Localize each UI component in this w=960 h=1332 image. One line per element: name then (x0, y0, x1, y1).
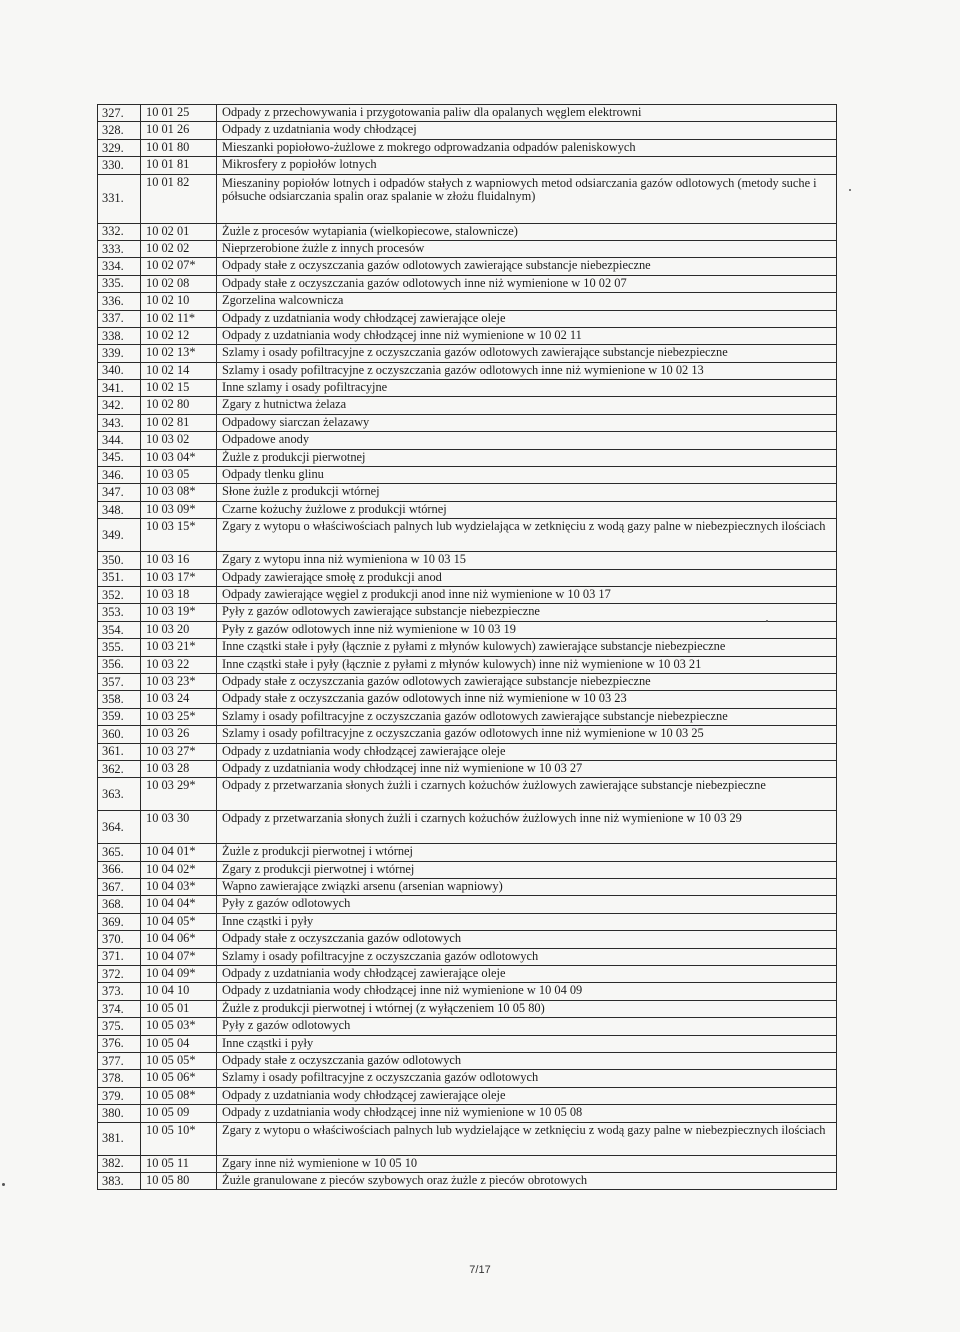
row-number: 361. (98, 743, 141, 760)
row-number: 357. (98, 673, 141, 690)
row-number: 375. (98, 1018, 141, 1035)
row-number: 328. (98, 122, 141, 139)
waste-description: Odpady z uzdatniania wody chłodzącej zawierające oleje (217, 743, 837, 760)
row-number: 332. (98, 223, 141, 240)
waste-description: Słone żużle z produkcji wtórnej (217, 484, 837, 501)
waste-code: 10 04 06* (141, 931, 217, 948)
waste-description: Szlamy i osady pofiltracyjne z oczyszczania gazów odlotowych zawierające substancje niebezpieczne (217, 708, 837, 725)
scan-speck (2, 1183, 5, 1186)
table-row (98, 1155, 837, 1172)
waste-description: Mikrosfery z popiołów lotnych (217, 157, 837, 174)
waste-description: Szlamy i osady pofiltracyjne z oczyszczania gazów odlotowych inne niż wymienione w 10 02 13 (217, 362, 837, 379)
waste-description: Zgary z wytopu o właściwościach palnych lub wydzielająca w zetknięciu z wodą gazy palne w niebezpiecznych ilościach (217, 519, 837, 552)
waste-description: Mieszanki popiołowo-żużlowe z mokrego odprowadzania odpadów paleniskowych (217, 139, 837, 156)
waste-description: Żużle z produkcji pierwotnej i wtórnej (217, 844, 837, 861)
waste-description: Odpady stałe z oczyszczania gazów odlotowych inne niż wymienione w 10 02 07 (217, 275, 837, 292)
table-row (98, 327, 837, 344)
table-row (98, 275, 837, 292)
waste-code: 10 04 09* (141, 966, 217, 983)
row-number: 383. (98, 1172, 141, 1189)
waste-code: 10 03 30 (141, 811, 217, 844)
waste-description: Odpady z uzdatniania wody chłodzącej inne niż wymienione w 10 05 08 (217, 1105, 837, 1122)
row-number: 327. (98, 105, 141, 122)
waste-code: 10 03 22 (141, 656, 217, 673)
waste-description: Szlamy i osady pofiltracyjne z oczyszczania gazów odlotowych zawierające substancje niebezpieczne (217, 345, 837, 362)
waste-code: 10 04 05* (141, 913, 217, 930)
table-row (98, 223, 837, 240)
row-number: 337. (98, 310, 141, 327)
table-body (98, 105, 837, 1190)
waste-code: 10 03 18 (141, 586, 217, 603)
table-row (98, 879, 837, 896)
waste-code: 10 03 08* (141, 484, 217, 501)
waste-description: Szlamy i osady pofiltracyjne z oczyszczania gazów odlotowych inne niż wymienione w 10 03 25 (217, 726, 837, 743)
waste-description: Mieszaniny popiołów lotnych i odpadów stałych z wapniowych metod odsiarczania gazów odlotowych (metody suche i półsuche odsiarczania spalin oraz spalanie w złożu fluidalnym) (217, 174, 837, 223)
waste-code: 10 03 23* (141, 673, 217, 690)
waste-description: Żużle z procesów wytapiania (wielkopiecowe, stalownicze) (217, 223, 837, 240)
row-number: 344. (98, 432, 141, 449)
table-row (98, 1087, 837, 1104)
waste-code: 10 03 16 (141, 552, 217, 569)
row-number: 353. (98, 604, 141, 621)
scan-speck (849, 189, 851, 191)
waste-code: 10 04 07* (141, 948, 217, 965)
waste-code: 10 04 03* (141, 879, 217, 896)
table-row (98, 948, 837, 965)
waste-code: 10 04 04* (141, 896, 217, 913)
waste-description: Wapno zawierające związki arsenu (arsenian wapniowy) (217, 879, 837, 896)
waste-code: 10 03 29* (141, 778, 217, 811)
table-row (98, 1035, 837, 1052)
row-number: 369. (98, 913, 141, 930)
waste-description: Odpady z uzdatniania wody chłodzącej inne niż wymienione w 10 03 27 (217, 760, 837, 777)
waste-description: Szlamy i osady pofiltracyjne z oczyszczania gazów odlotowych (217, 948, 837, 965)
table-row (98, 345, 837, 362)
waste-description: Pyły z gazów odlotowych (217, 896, 837, 913)
table-row (98, 569, 837, 586)
waste-code: 10 05 06* (141, 1070, 217, 1087)
row-number: 342. (98, 397, 141, 414)
row-number: 377. (98, 1052, 141, 1069)
row-number: 333. (98, 240, 141, 257)
waste-code: 10 03 17* (141, 569, 217, 586)
waste-description: Żużle granulowane z pieców szybowych oraz żużle z pieców obrotowych (217, 1172, 837, 1189)
table-row (98, 743, 837, 760)
waste-description: Zgary z hutnictwa żelaza (217, 397, 837, 414)
waste-code: 10 03 20 (141, 621, 217, 638)
waste-code: 10 05 09 (141, 1105, 217, 1122)
waste-description: Odpady stałe z oczyszczania gazów odlotowych inne niż wymienione w 10 03 23 (217, 691, 837, 708)
waste-code: 10 03 25* (141, 708, 217, 725)
table-row (98, 1052, 837, 1069)
table-row (98, 362, 837, 379)
waste-code: 10 05 03* (141, 1018, 217, 1035)
table-row (98, 861, 837, 878)
table-row (98, 811, 837, 844)
table-row (98, 414, 837, 431)
row-number: 359. (98, 708, 141, 725)
row-number: 376. (98, 1035, 141, 1052)
table-row (98, 1000, 837, 1017)
table-row (98, 621, 837, 638)
waste-code: 10 03 28 (141, 760, 217, 777)
waste-description: Odpady tlenku glinu (217, 467, 837, 484)
waste-code: 10 03 09* (141, 501, 217, 518)
row-number: 367. (98, 879, 141, 896)
table-row (98, 467, 837, 484)
table-row (98, 656, 837, 673)
waste-description: Pyły z gazów odlotowych zawierające substancje niebezpieczne (217, 604, 837, 621)
waste-description: Szlamy i osady pofiltracyjne z oczyszczania gazów odlotowych (217, 1070, 837, 1087)
waste-code: 10 03 19* (141, 604, 217, 621)
table-row (98, 639, 837, 656)
row-number: 368. (98, 896, 141, 913)
table-row (98, 105, 837, 122)
waste-code: 10 03 05 (141, 467, 217, 484)
table-row (98, 157, 837, 174)
row-number: 356. (98, 656, 141, 673)
row-number: 350. (98, 552, 141, 569)
row-number: 362. (98, 760, 141, 777)
row-number: 364. (98, 811, 141, 844)
waste-code: 10 02 10 (141, 293, 217, 310)
scan-speck (766, 620, 768, 622)
waste-description: Odpady z uzdatniania wody chłodzącej (217, 122, 837, 139)
waste-description: Zgary z produkcji pierwotnej i wtórnej (217, 861, 837, 878)
table-row (98, 760, 837, 777)
table-row (98, 896, 837, 913)
row-number: 381. (98, 1122, 141, 1155)
table-row (98, 1018, 837, 1035)
waste-description: Odpadowy siarczan żelazawy (217, 414, 837, 431)
waste-description: Odpady z uzdatniania wody chłodzącej inne niż wymienione w 10 02 11 (217, 327, 837, 344)
row-number: 331. (98, 174, 141, 223)
table-row (98, 708, 837, 725)
row-number: 329. (98, 139, 141, 156)
waste-code: 10 03 26 (141, 726, 217, 743)
waste-code: 10 05 80 (141, 1172, 217, 1189)
table-row (98, 1070, 837, 1087)
waste-code: 10 03 24 (141, 691, 217, 708)
table-row (98, 586, 837, 603)
table-row (98, 726, 837, 743)
table-row (98, 604, 837, 621)
waste-code: 10 03 04* (141, 449, 217, 466)
waste-code: 10 03 21* (141, 639, 217, 656)
row-number: 346. (98, 467, 141, 484)
waste-code: 10 04 01* (141, 844, 217, 861)
waste-description: Czarne kożuchy żużlowe z produkcji wtórnej (217, 501, 837, 518)
waste-description: Pyły z gazów odlotowych inne niż wymienione w 10 03 19 (217, 621, 837, 638)
row-number: 336. (98, 293, 141, 310)
waste-description: Inne cząstki i pyły (217, 1035, 837, 1052)
waste-description: Odpady stałe z oczyszczania gazów odlotowych zawierające substancje niebezpieczne (217, 258, 837, 275)
waste-description: Odpady z uzdatniania wody chłodzącej zawierające oleje (217, 310, 837, 327)
waste-description: Odpady stałe z oczyszczania gazów odlotowych (217, 1052, 837, 1069)
waste-code: 10 02 80 (141, 397, 217, 414)
table-row (98, 844, 837, 861)
waste-code: 10 03 27* (141, 743, 217, 760)
waste-code: 10 05 05* (141, 1052, 217, 1069)
waste-code: 10 05 10* (141, 1122, 217, 1155)
waste-description: Odpady zawierające smołę z produkcji anod (217, 569, 837, 586)
table-row (98, 983, 837, 1000)
row-number: 330. (98, 157, 141, 174)
table-row (98, 913, 837, 930)
waste-code: 10 02 01 (141, 223, 217, 240)
table-row (98, 122, 837, 139)
waste-description: Odpady z przetwarzania słonych żużli i czarnych kożuchów żużlowych zawierające substancje niebezpieczne (217, 778, 837, 811)
waste-code: 10 05 04 (141, 1035, 217, 1052)
waste-code: 10 05 11 (141, 1155, 217, 1172)
waste-code: 10 04 02* (141, 861, 217, 878)
waste-description: Zgary z wytopu o właściwościach palnych lub wydzielające w zetknięciu z wodą gazy palne w niebezpiecznych ilościach (217, 1122, 837, 1155)
waste-code: 10 02 12 (141, 327, 217, 344)
waste-description: Odpady stałe z oczyszczania gazów odlotowych zawierające substancje niebezpieczne (217, 673, 837, 690)
table-row (98, 449, 837, 466)
waste-description: Zgary inne niż wymienione w 10 05 10 (217, 1155, 837, 1172)
table-row (98, 552, 837, 569)
table-row (98, 139, 837, 156)
waste-description: Inne cząstki stałe i pyły (łącznie z pyłami z młynów kulowych) inne niż wymienione w 10 03 21 (217, 656, 837, 673)
row-number: 348. (98, 501, 141, 518)
waste-description: Inne cząstki stałe i pyły (łącznie z pyłami z młynów kulowych) zawierające substancje niebezpieczne (217, 639, 837, 656)
waste-description: Odpady z uzdatniania wody chłodzącej zawierające oleje (217, 966, 837, 983)
row-number: 354. (98, 621, 141, 638)
waste-code: 10 02 02 (141, 240, 217, 257)
waste-description: Odpadowe anody (217, 432, 837, 449)
row-number: 372. (98, 966, 141, 983)
row-number: 380. (98, 1105, 141, 1122)
row-number: 371. (98, 948, 141, 965)
row-number: 335. (98, 275, 141, 292)
waste-description: Zgorzelina walcownicza (217, 293, 837, 310)
row-number: 339. (98, 345, 141, 362)
table-row (98, 778, 837, 811)
table-row (98, 519, 837, 552)
waste-description: Odpady z przechowywania i przygotowania paliw dla opalanych węglem elektrowni (217, 105, 837, 122)
row-number: 351. (98, 569, 141, 586)
waste-description: Żużle z produkcji pierwotnej (217, 449, 837, 466)
waste-code: 10 05 01 (141, 1000, 217, 1017)
waste-code: 10 01 26 (141, 122, 217, 139)
row-number: 378. (98, 1070, 141, 1087)
table-row (98, 1122, 837, 1155)
table-row (98, 310, 837, 327)
waste-code: 10 05 08* (141, 1087, 217, 1104)
row-number: 382. (98, 1155, 141, 1172)
table-row (98, 673, 837, 690)
waste-description: Odpady stałe z oczyszczania gazów odlotowych (217, 931, 837, 948)
waste-description: Nieprzerobione żużle z innych procesów (217, 240, 837, 257)
table-row (98, 691, 837, 708)
row-number: 355. (98, 639, 141, 656)
row-number: 373. (98, 983, 141, 1000)
table-row (98, 397, 837, 414)
waste-code: 10 01 82 (141, 174, 217, 223)
table-row (98, 258, 837, 275)
table-row (98, 1105, 837, 1122)
page-number: 7/17 (469, 1264, 491, 1276)
waste-code: 10 03 15* (141, 519, 217, 552)
row-number: 365. (98, 844, 141, 861)
row-number: 338. (98, 327, 141, 344)
row-number: 341. (98, 380, 141, 397)
row-number: 352. (98, 586, 141, 603)
waste-code: 10 04 10 (141, 983, 217, 1000)
table-row (98, 931, 837, 948)
waste-code: 10 01 80 (141, 139, 217, 156)
waste-code: 10 02 07* (141, 258, 217, 275)
table-row (98, 174, 837, 223)
waste-description: Inne cząstki i pyły (217, 913, 837, 930)
waste-description: Odpady z przetwarzania słonych żużli i czarnych kożuchów żużlowych inne niż wymienione w 10 03 29 (217, 811, 837, 844)
table-row (98, 432, 837, 449)
waste-description: Zgary z wytopu inna niż wymieniona w 10 03 15 (217, 552, 837, 569)
table-row (98, 293, 837, 310)
waste-code: 10 01 81 (141, 157, 217, 174)
table-row (98, 240, 837, 257)
row-number: 349. (98, 519, 141, 552)
row-number: 334. (98, 258, 141, 275)
waste-description: Odpady zawierające węgiel z produkcji anod inne niż wymienione w 10 03 17 (217, 586, 837, 603)
row-number: 360. (98, 726, 141, 743)
waste-code: 10 02 11* (141, 310, 217, 327)
waste-code: 10 02 08 (141, 275, 217, 292)
row-number: 370. (98, 931, 141, 948)
waste-code: 10 02 14 (141, 362, 217, 379)
waste-code: 10 02 15 (141, 380, 217, 397)
table-row (98, 484, 837, 501)
waste-description: Pyły z gazów odlotowych (217, 1018, 837, 1035)
row-number: 374. (98, 1000, 141, 1017)
waste-code: 10 02 13* (141, 345, 217, 362)
waste-description: Odpady z uzdatniania wody chłodzącej inne niż wymienione w 10 04 09 (217, 983, 837, 1000)
waste-description: Inne szlamy i osady pofiltracyjne (217, 380, 837, 397)
waste-code: 10 03 02 (141, 432, 217, 449)
row-number: 345. (98, 449, 141, 466)
table-row (98, 966, 837, 983)
waste-code: 10 01 25 (141, 105, 217, 122)
row-number: 343. (98, 414, 141, 431)
row-number: 340. (98, 362, 141, 379)
table-row (98, 501, 837, 518)
waste-code: 10 02 81 (141, 414, 217, 431)
waste-description: Żużle z produkcji pierwotnej i wtórnej (z wyłączeniem 10 05 80) (217, 1000, 837, 1017)
row-number: 363. (98, 778, 141, 811)
table-row (98, 1172, 837, 1189)
table-row (98, 380, 837, 397)
waste-description: Odpady z uzdatniania wody chłodzącej zawierające oleje (217, 1087, 837, 1104)
row-number: 379. (98, 1087, 141, 1104)
row-number: 358. (98, 691, 141, 708)
waste-code-table (97, 104, 837, 1190)
row-number: 366. (98, 861, 141, 878)
row-number: 347. (98, 484, 141, 501)
